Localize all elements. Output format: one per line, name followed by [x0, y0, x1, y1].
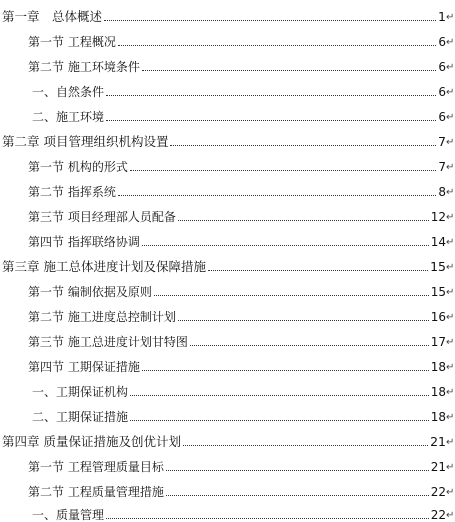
paragraph-mark-icon: ↵: [446, 387, 455, 398]
toc-entry-title: 第四节 工期保证措施: [28, 360, 140, 374]
toc-entry-title: 一、工期保证机构: [32, 385, 129, 399]
toc-entry-title: 第二节 施工进度总控制计划: [28, 310, 176, 324]
paragraph-mark-icon: ↵: [446, 237, 455, 248]
toc-entry-page: 18: [430, 410, 446, 424]
dot-leader: [178, 220, 429, 221]
dot-leader: [154, 295, 429, 296]
toc-entry-title: 第一节 机构的形式: [28, 160, 128, 174]
paragraph-mark-icon: ↵: [446, 87, 455, 98]
dot-leader: [118, 45, 437, 46]
paragraph-mark-icon: ↵: [446, 62, 455, 73]
toc-entry-page: 8: [438, 185, 446, 199]
dot-leader: [208, 270, 428, 271]
dot-leader: [104, 20, 436, 21]
paragraph-mark-icon: ↵: [446, 437, 455, 448]
toc-entry[interactable]: [0, 279, 455, 299]
toc-entry[interactable]: [0, 354, 455, 374]
toc-entry-title: 一、质量管理: [32, 508, 105, 522]
dot-leader: [130, 170, 437, 171]
paragraph-mark-icon: ↵: [446, 362, 455, 373]
toc-entry-page: 22: [430, 508, 446, 522]
toc-entry-page: 12: [430, 210, 446, 224]
toc-entry[interactable]: [0, 479, 455, 499]
toc-entry[interactable]: [0, 304, 455, 324]
toc-entry[interactable]: [0, 429, 455, 449]
toc-entry-title: 第三节 项目经理部人员配备: [28, 210, 176, 224]
toc-entry[interactable]: [0, 502, 455, 522]
toc-entry-title: 第一节 编制依据及原则: [28, 285, 152, 299]
paragraph-mark-icon: ↵: [446, 212, 455, 223]
toc-entry-title: 第三节 施工总进度计划甘特图: [28, 335, 188, 349]
toc-entry[interactable]: [0, 4, 455, 24]
toc-entry-page: 7: [438, 160, 446, 174]
dot-leader: [183, 445, 428, 446]
toc-entry-page: 6: [438, 60, 446, 74]
toc-entry-title: 第二章 项目管理组织机构设置: [2, 134, 169, 149]
toc-entry-page: 6: [438, 35, 446, 49]
dot-leader: [142, 370, 429, 371]
toc-entry[interactable]: [0, 379, 455, 399]
toc-entry-page: 16: [430, 310, 446, 324]
paragraph-mark-icon: ↵: [446, 510, 455, 521]
toc-entry[interactable]: [0, 229, 455, 249]
paragraph-mark-icon: ↵: [446, 187, 455, 198]
dot-leader: [142, 70, 437, 71]
toc-entry-title: 第二节 指挥系统: [28, 185, 116, 199]
dot-leader: [142, 245, 429, 246]
toc-entry-page: 21: [430, 460, 446, 474]
toc-entry[interactable]: [0, 54, 455, 74]
toc-entry-page: 7: [438, 134, 446, 149]
toc-entry-page: 17: [430, 335, 446, 349]
toc-entry-page: 6: [438, 110, 446, 124]
dot-leader: [106, 120, 436, 121]
toc-entry-page: 15: [430, 285, 446, 299]
dot-leader: [130, 420, 429, 421]
toc-entry[interactable]: [0, 29, 455, 49]
toc-entry-title: 二、工期保证措施: [32, 410, 129, 424]
toc-entry-page: 18: [430, 385, 446, 399]
toc-entry-page: 14: [430, 235, 446, 249]
paragraph-mark-icon: ↵: [446, 487, 455, 498]
dot-leader: [118, 195, 437, 196]
paragraph-mark-icon: ↵: [446, 312, 455, 323]
toc-entry[interactable]: [0, 179, 455, 199]
toc-entry[interactable]: [0, 329, 455, 349]
paragraph-mark-icon: ↵: [446, 337, 455, 348]
dot-leader: [170, 145, 436, 146]
dot-leader: [106, 518, 429, 519]
toc-entry[interactable]: [0, 254, 455, 274]
toc-entry-title: 第二节 施工环境条件: [28, 60, 140, 74]
paragraph-mark-icon: ↵: [446, 37, 455, 48]
toc-entry-title: 第四节 指挥联络协调: [28, 235, 140, 249]
dot-leader: [178, 320, 429, 321]
toc-entry-title: 第一章 总体概述: [2, 9, 103, 24]
paragraph-mark-icon: ↵: [446, 162, 455, 173]
toc-entry[interactable]: [0, 129, 455, 149]
toc-entry-page: 1: [438, 9, 446, 24]
toc-entry-title: 二、施工环境: [32, 110, 105, 124]
toc-entry[interactable]: [0, 79, 455, 99]
dot-leader: [106, 95, 436, 96]
paragraph-mark-icon: ↵: [446, 112, 455, 123]
dot-leader: [166, 470, 429, 471]
toc-entry-title: 第一节 工程管理质量目标: [28, 460, 164, 474]
toc-entry-title: 第一节 工程概况: [28, 35, 116, 49]
toc-entry[interactable]: [0, 104, 455, 124]
toc-entry-page: 18: [430, 360, 446, 374]
paragraph-mark-icon: ↵: [446, 412, 455, 423]
toc-entry-title: 第三章 施工总体进度计划及保障措施: [2, 259, 206, 274]
paragraph-mark-icon: ↵: [446, 262, 455, 273]
toc-entry-title: 第四章 质量保证措施及创优计划: [2, 434, 181, 449]
dot-leader: [130, 395, 429, 396]
toc-entry-title: 一、自然条件: [32, 85, 105, 99]
dot-leader: [166, 495, 429, 496]
dot-leader: [190, 345, 429, 346]
toc-entry-page: 21: [430, 434, 446, 449]
paragraph-mark-icon: ↵: [446, 287, 455, 298]
toc-entry-page: 15: [430, 259, 446, 274]
paragraph-mark-icon: ↵: [446, 137, 455, 148]
toc-entry[interactable]: [0, 204, 455, 224]
toc-entry[interactable]: [0, 454, 455, 474]
paragraph-mark-icon: ↵: [446, 462, 455, 473]
paragraph-mark-icon: ↵: [446, 12, 455, 23]
toc-entry-page: 22: [430, 485, 446, 499]
toc-entry[interactable]: [0, 154, 455, 174]
toc-entry-title: 第二节 工程质量管理措施: [28, 485, 164, 499]
toc-entry[interactable]: [0, 404, 455, 424]
toc-entry-page: 6: [438, 85, 446, 99]
